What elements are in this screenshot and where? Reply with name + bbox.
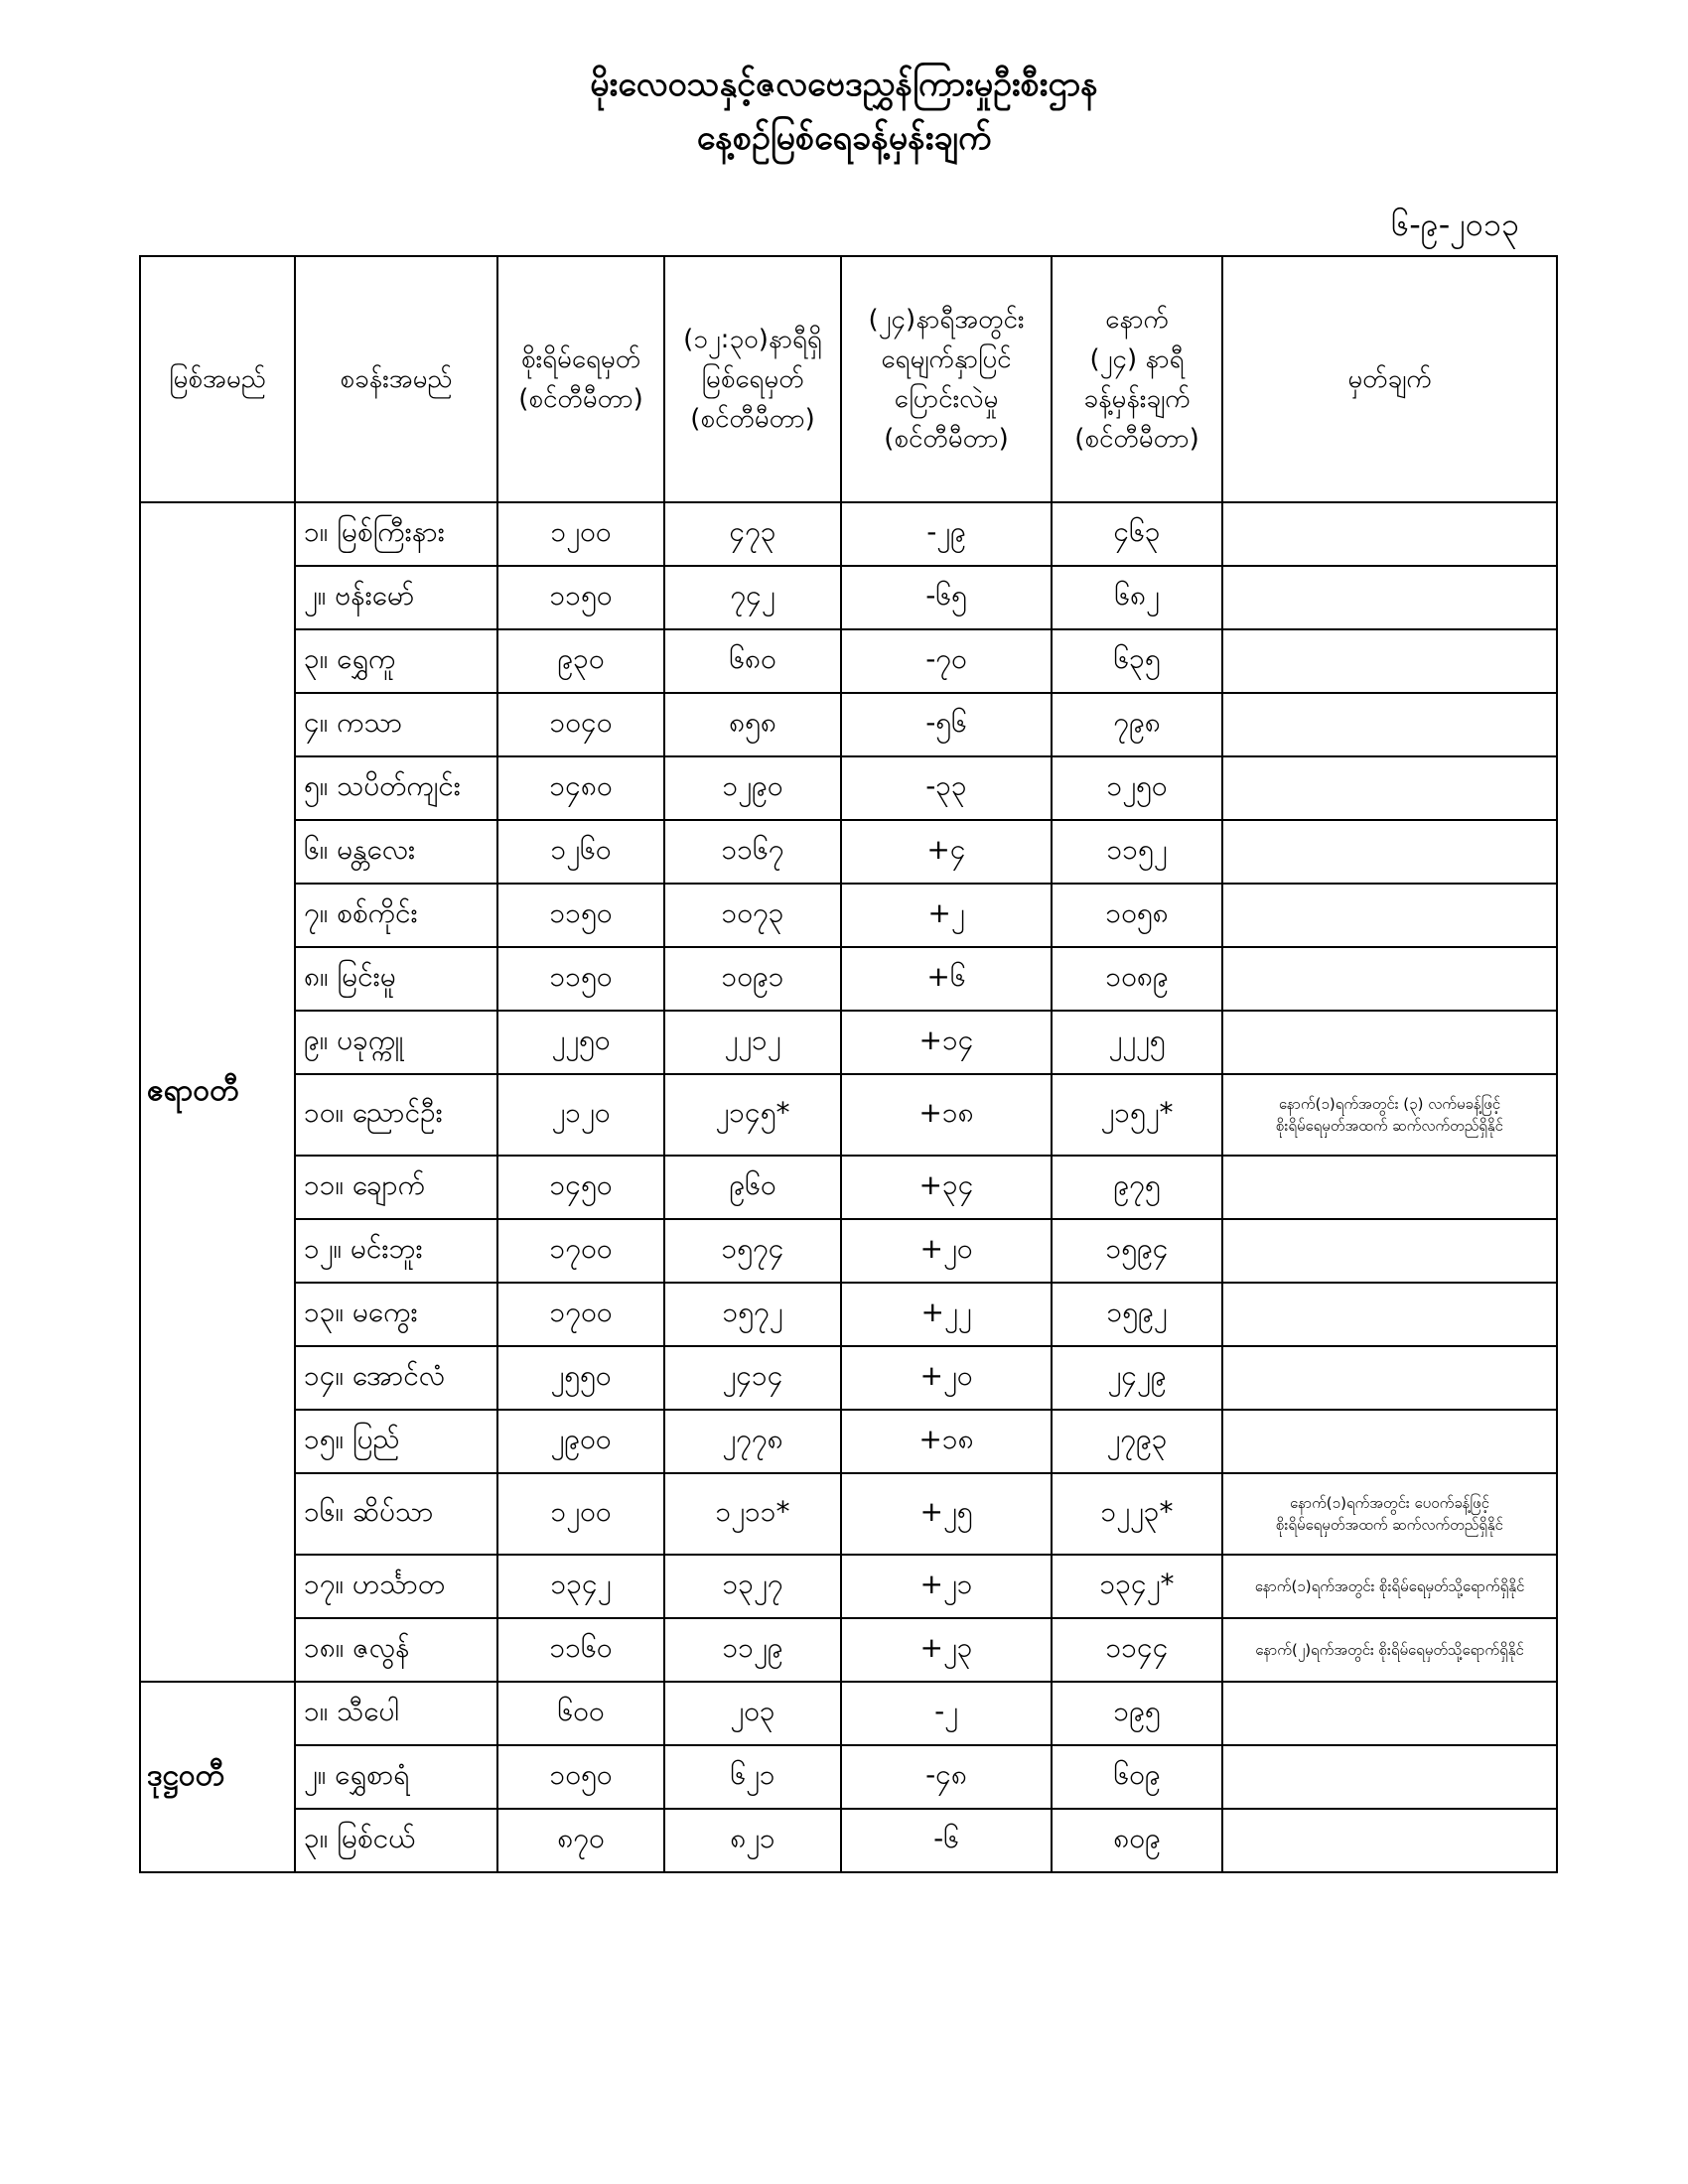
remark-cell [1222,1809,1557,1872]
current-level-value: ၈၂၁ [664,1809,841,1872]
danger-level-value: ၁၃၄၂ [497,1555,664,1618]
change-value: -၄၈ [841,1745,1052,1809]
remark-cell [1222,1682,1557,1745]
station-name: ၃။ မြစ်ငယ် [295,1809,497,1872]
table-row [140,947,1557,1011]
forecast-value: ၆၈၂ [1052,566,1222,629]
station-name: ၁။ သီပေါ [295,1682,497,1745]
station-name: ၁၆။ ဆိပ်သာ [295,1473,497,1555]
danger-level-value: ၁၁၅၀ [497,884,664,947]
table-row [140,1410,1557,1473]
report-date: ၆-၉-၂၀၁၃ [1391,205,1519,243]
change-value: -၂၉ [841,502,1052,566]
danger-level-value: ၂၅၅၀ [497,1346,664,1410]
remark-cell [1222,693,1557,756]
current-level-value: ၁၁၂၉ [664,1618,841,1682]
col-header-station: စခန်းအမည် [295,256,497,502]
remark-cell [1222,1555,1557,1618]
change-value: +၁၄ [841,1011,1052,1074]
danger-level-value: ၁၄၅၀ [497,1156,664,1219]
current-level-value: ၁၀၉၁ [664,947,841,1011]
station-name: ၁၄။ အောင်လံ [295,1346,497,1410]
forecast-table [139,255,1558,1873]
forecast-value: ၁၅၉၄ [1052,1219,1222,1283]
table-row [140,1809,1557,1872]
forecast-value: ၁၀၅၈ [1052,884,1222,947]
col-header-change-24h: (၂၄)နာရီအတွင်း ရေမျက်နှာပြင် ပြောင်းလဲမှု (စင်တီမီတာ) [841,256,1052,502]
table-row [140,1156,1557,1219]
remark-cell [1222,502,1557,566]
forecast-value: ၁၀၈၉ [1052,947,1222,1011]
remark-cell [1222,1156,1557,1219]
table-row [140,1745,1557,1809]
current-level-value: ၁၀၇၃ [664,884,841,947]
station-name: ၆။ မန္တလေး [295,820,497,884]
forecast-value: ၄၆၃ [1052,502,1222,566]
forecast-value: ၁၁၅၂ [1052,820,1222,884]
table-row [140,1473,1557,1555]
station-name: ၁။ မြစ်ကြီးနား [295,502,497,566]
change-value: +၄ [841,820,1052,884]
forecast-value: ၆၃၅ [1052,629,1222,693]
change-value: +၁၈ [841,1074,1052,1156]
current-level-value: ၄၇၃ [664,502,841,566]
current-level-value: ၉၆၀ [664,1156,841,1219]
station-name: ၁၅။ ပြည် [295,1410,497,1473]
change-value: -၆ [841,1809,1052,1872]
forecast-value: ၁၃၄၂* [1052,1555,1222,1618]
river-name: ဒုဋ္ဌဝတီ [140,1682,295,1872]
remark-text: စိုးရိမ်ရေမှတ်အထက် ဆက်လက်တည်ရှိနိုင် [1276,1516,1503,1534]
remark-text: နောက်(၁)ရက်အတွင်း ပေ၀က်ခန့်ဖြင့် [1290,1494,1489,1512]
current-level-value: ၆၈၀ [664,629,841,693]
danger-level-value: ၁၂၆၀ [497,820,664,884]
danger-level-value: ၁၀၅၀ [497,1745,664,1809]
remark-cell [1222,1618,1557,1682]
table-row [140,820,1557,884]
danger-level-value: ၁၁၅၀ [497,566,664,629]
river-name: ဧရာဝတီ [140,502,295,1682]
station-name: ၁၇။ ဟင်္သာတ [295,1555,497,1618]
table-row [140,1555,1557,1618]
current-level-value: ၁၅၇၂ [664,1283,841,1346]
forecast-value: ၉၇၅ [1052,1156,1222,1219]
remark-cell [1222,884,1557,947]
change-value: +၂၀ [841,1346,1052,1410]
danger-level-value: ၁၂၀၀ [497,1473,664,1555]
station-name: ၁၀။ ညောင်ဦး [295,1074,497,1156]
current-level-value: ၇၄၂ [664,566,841,629]
danger-level-value: ၂၁၂၀ [497,1074,664,1156]
forecast-value: ၂၄၂၉ [1052,1346,1222,1410]
remark-text: နောက်(၁)ရက်အတွင်း စိုးရိမ်ရေမှတ်သို့ရောက်ရှိနိုင် [1254,1577,1525,1595]
danger-level-value: ၂၉၀၀ [497,1410,664,1473]
danger-level-value: ၁၄၈၀ [497,756,664,820]
change-value: +၁၈ [841,1410,1052,1473]
col-header-danger-level: စိုးရိမ်ရေမှတ် (စင်တီမီတာ) [497,256,664,502]
table-row [140,884,1557,947]
change-value: +၂၀ [841,1219,1052,1283]
danger-level-value: ၁၇၀၀ [497,1219,664,1283]
remark-text: နောက်(၂)ရက်အတွင်း စိုးရိမ်ရေမှတ်သို့ရောက်ရှိနိုင် [1255,1641,1524,1659]
change-value: -၂ [841,1682,1052,1745]
remark-text: စိုးရိမ်ရေမှတ်အထက် ဆက်လက်တည်ရှိနိုင် [1276,1117,1503,1135]
forecast-value: ၈၀၉ [1052,1809,1222,1872]
station-name: ၁၁။ ချောက် [295,1156,497,1219]
remark-cell [1222,1346,1557,1410]
current-level-value: ၈၅၈ [664,693,841,756]
change-value: +၂ [841,884,1052,947]
current-level-value: ၁၃၂၇ [664,1555,841,1618]
current-level-value: ၂၇၇၈ [664,1410,841,1473]
station-name: ၁၈။ ဇလွန် [295,1618,497,1682]
station-name: ၄။ ကသာ [295,693,497,756]
remark-cell [1222,1074,1557,1156]
forecast-value: ၁၂၂၃* [1052,1473,1222,1555]
current-level-value: ၂၂၁၂ [664,1011,841,1074]
current-level-value: ၂၁၄၅* [664,1074,841,1156]
table-row [140,1346,1557,1410]
danger-level-value: ၂၂၅၀ [497,1011,664,1074]
change-value: -၆၅ [841,566,1052,629]
current-level-value: ၆၂၁ [664,1745,841,1809]
change-value: +၃၄ [841,1156,1052,1219]
col-header-river: မြစ်အမည် [140,256,295,502]
remark-cell [1222,756,1557,820]
current-level-value: ၁၂၁၁* [664,1473,841,1555]
change-value: +၂၁ [841,1555,1052,1618]
remark-cell [1222,629,1557,693]
station-name: ၂။ ဗန်းမော် [295,566,497,629]
col-header-current-level: (၁၂:၃၀)နာရီရှိ မြစ်ရေမှတ် (စင်တီမီတာ) [664,256,841,502]
remark-cell [1222,947,1557,1011]
table-header-row [140,256,1557,502]
station-name: ၈။ မြင်းမူ [295,947,497,1011]
danger-level-value: ၁၀၄၀ [497,693,664,756]
remark-text: နောက်(၁)ရက်အတွင်း (၃) လက်မခန့်ဖြင့် [1278,1095,1501,1113]
change-value: +၂၂ [841,1283,1052,1346]
danger-level-value: ၁၂၀၀ [497,502,664,566]
current-level-value: ၁၁၆၇ [664,820,841,884]
danger-level-value: ၁၇၀၀ [497,1283,664,1346]
danger-level-value: ၉၃၀ [497,629,664,693]
forecast-value: ၂၇၉၃ [1052,1410,1222,1473]
current-level-value: ၁၂၉၀ [664,756,841,820]
col-header-forecast-24h: နောက် (၂၄) နာရီ ခန့်မှန်းချက် (စင်တီမီတာ) [1052,256,1222,502]
change-value: +၂၃ [841,1618,1052,1682]
page-title: မိုးလေဝသနှင့်ဇလဗေဒညွှန်ကြားမှုဦးစီးဌာန [590,65,1098,104]
current-level-value: ၂၄၁၄ [664,1346,841,1410]
change-value: -၅၆ [841,693,1052,756]
station-name: ၅။ သပိတ်ကျင်း [295,756,497,820]
danger-level-value: ၁၁၅၀ [497,947,664,1011]
forecast-value: ၂၁၅၂* [1052,1074,1222,1156]
remark-cell [1222,566,1557,629]
remark-cell [1222,1473,1557,1555]
station-name: ၃။ ရွှေကူ [295,629,497,693]
station-name: ၁၂။ မင်းဘူး [295,1219,497,1283]
change-value: +၂၅ [841,1473,1052,1555]
forecast-value: ၁၁၄၄ [1052,1618,1222,1682]
forecast-value: ၇၉၈ [1052,693,1222,756]
station-name: ၂။ ရွှေစာရံ [295,1745,497,1809]
forecast-value: ၂၂၂၅ [1052,1011,1222,1074]
remark-cell [1222,820,1557,884]
table-row [140,502,1557,566]
table-row [140,693,1557,756]
remark-cell [1222,1283,1557,1346]
remark-cell [1222,1410,1557,1473]
table-row [140,1682,1557,1745]
page-subtitle: နေ့စဉ်မြစ်ရေခန့်မှန်းချက် [696,118,992,158]
forecast-value: ၁၅၉၂ [1052,1283,1222,1346]
forecast-value: ၁၉၅ [1052,1682,1222,1745]
change-value: +၆ [841,947,1052,1011]
remark-cell [1222,1219,1557,1283]
table-row [140,1074,1557,1156]
table-row [140,1618,1557,1682]
change-value: -၃၃ [841,756,1052,820]
change-value: -၇၀ [841,629,1052,693]
remark-cell [1222,1745,1557,1809]
table-row [140,566,1557,629]
station-name: ၇။ စစ်ကိုင်း [295,884,497,947]
current-level-value: ၁၅၇၄ [664,1219,841,1283]
station-name: ၁၃။ မကွေး [295,1283,497,1346]
station-name: ၉။ ပခုက္ကူ [295,1011,497,1074]
danger-level-value: ၈၇၀ [497,1809,664,1872]
col-header-remarks: မှတ်ချက် [1222,256,1557,502]
remark-cell [1222,1011,1557,1074]
danger-level-value: ၆၀၀ [497,1682,664,1745]
table-row [140,756,1557,820]
table-row [140,1011,1557,1074]
forecast-value: ၁၂၅၀ [1052,756,1222,820]
current-level-value: ၂၀၃ [664,1682,841,1745]
table-row [140,1283,1557,1346]
table-row [140,629,1557,693]
danger-level-value: ၁၁၆၀ [497,1618,664,1682]
table-row [140,1219,1557,1283]
forecast-value: ၆၀၉ [1052,1745,1222,1809]
